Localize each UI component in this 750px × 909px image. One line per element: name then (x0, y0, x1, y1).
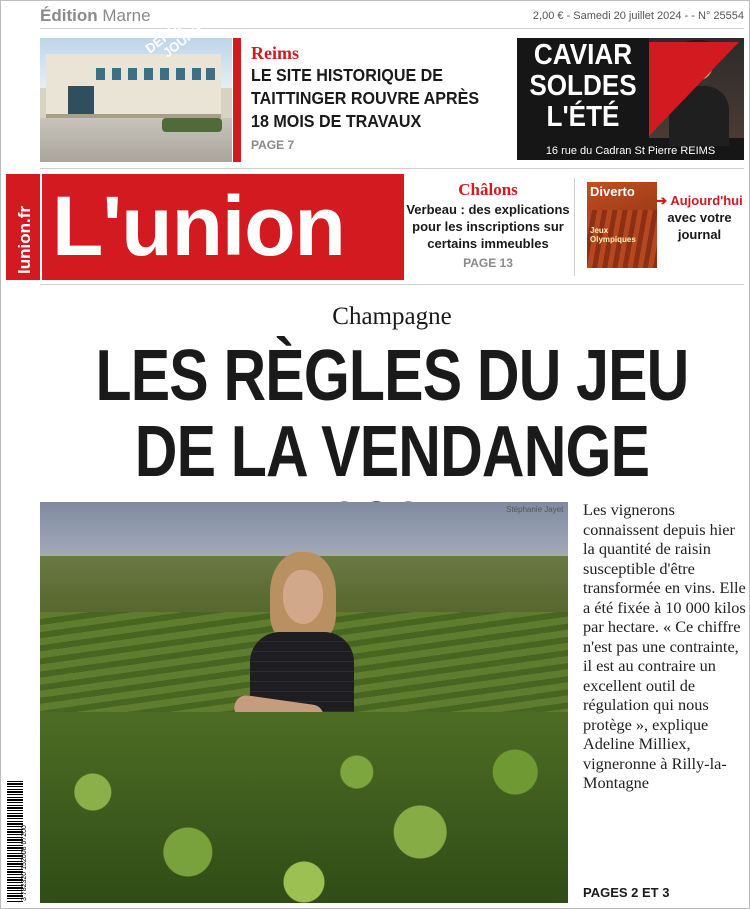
edition-label (40, 6, 151, 26)
advert-badge (649, 42, 739, 136)
advert-text (524, 40, 643, 133)
headline-line-1: LES RÈGLES DU JEU (95, 336, 689, 416)
rule-under-teasers (40, 168, 744, 169)
issue-info: 2,00 € - Samedi 20 juillet 2024 - - N° 25554 (532, 10, 744, 22)
teaser-reims-kicker: Reims (251, 43, 299, 63)
lead-kicker: Champagne (332, 303, 452, 330)
edition-bold: Édition (40, 6, 98, 25)
lead-article-body: Les vignerons connaissent depuis hier la quantité de raisin susceptible d'être transformée en vins. Elle a été fixée à 10 000 kilos par hectare. « Ce chiffre n'est pas une contrainte, il est au contraire un excellent outil de régulation qui nous protège », explique Adeline Milliex, vigneronne à Rilly-la-Montagne (583, 500, 746, 792)
newspaper-logo[interactable]: L'union (52, 179, 345, 273)
masthead-side (6, 174, 40, 280)
edition-name: Marne (102, 6, 151, 25)
supplement-today: Aujourd'hui (670, 193, 743, 208)
supplement-rest: avec votre journal (667, 210, 732, 242)
teaser-reims-page: PAGE 7 (251, 138, 295, 152)
site-url[interactable]: lunion.fr (15, 206, 34, 274)
advert-badge-text: DERNIERS JOURS (142, 2, 205, 61)
teaser-reims-title[interactable]: LE SITE HISTORIQUE DE TAITTINGER ROUVRE APRÈS 18 MOIS DE TRAVAUX (251, 65, 480, 131)
lead-article-pages[interactable]: PAGES 2 ET 3 (583, 885, 670, 900)
vertical-rule (574, 178, 575, 276)
barcode-number: 3 782320 152008 07200 (21, 825, 28, 901)
barcode (7, 781, 29, 903)
diverto-title: Diverto (590, 184, 635, 199)
advert-line-2: SOLDES (529, 70, 637, 102)
advert-line-3: L'ÉTÉ (546, 101, 620, 133)
advert-address: 16 rue du Cadran St Pierre REIMS (545, 145, 716, 157)
teaser-chalons-text[interactable]: Verbeau : des explications pour les inscriptions sur certains immeubles (406, 202, 570, 251)
teaser-accent-bar (233, 38, 241, 162)
teaser-chalons-page: PAGE 13 (463, 256, 513, 270)
headline-line-2: DE LA VENDANGE (134, 412, 650, 492)
arrow-icon: ➔ (656, 193, 668, 208)
teaser-chalons-kicker: Châlons (458, 180, 518, 199)
advert-line-1: CAVIAR (533, 39, 633, 71)
photo-credit: Stéphanie Jayet (506, 505, 564, 514)
caviar-advert[interactable] (517, 38, 744, 160)
supplement-text (652, 192, 747, 243)
top-rule (40, 28, 744, 29)
taittinger-photo[interactable] (40, 38, 232, 162)
rule-under-masthead (40, 284, 744, 285)
diverto-cover[interactable] (587, 182, 657, 268)
diverto-subtitle: Jeux Olympiques (590, 226, 636, 244)
masthead-separator (40, 174, 42, 280)
vineyard-photo[interactable] (40, 502, 568, 903)
